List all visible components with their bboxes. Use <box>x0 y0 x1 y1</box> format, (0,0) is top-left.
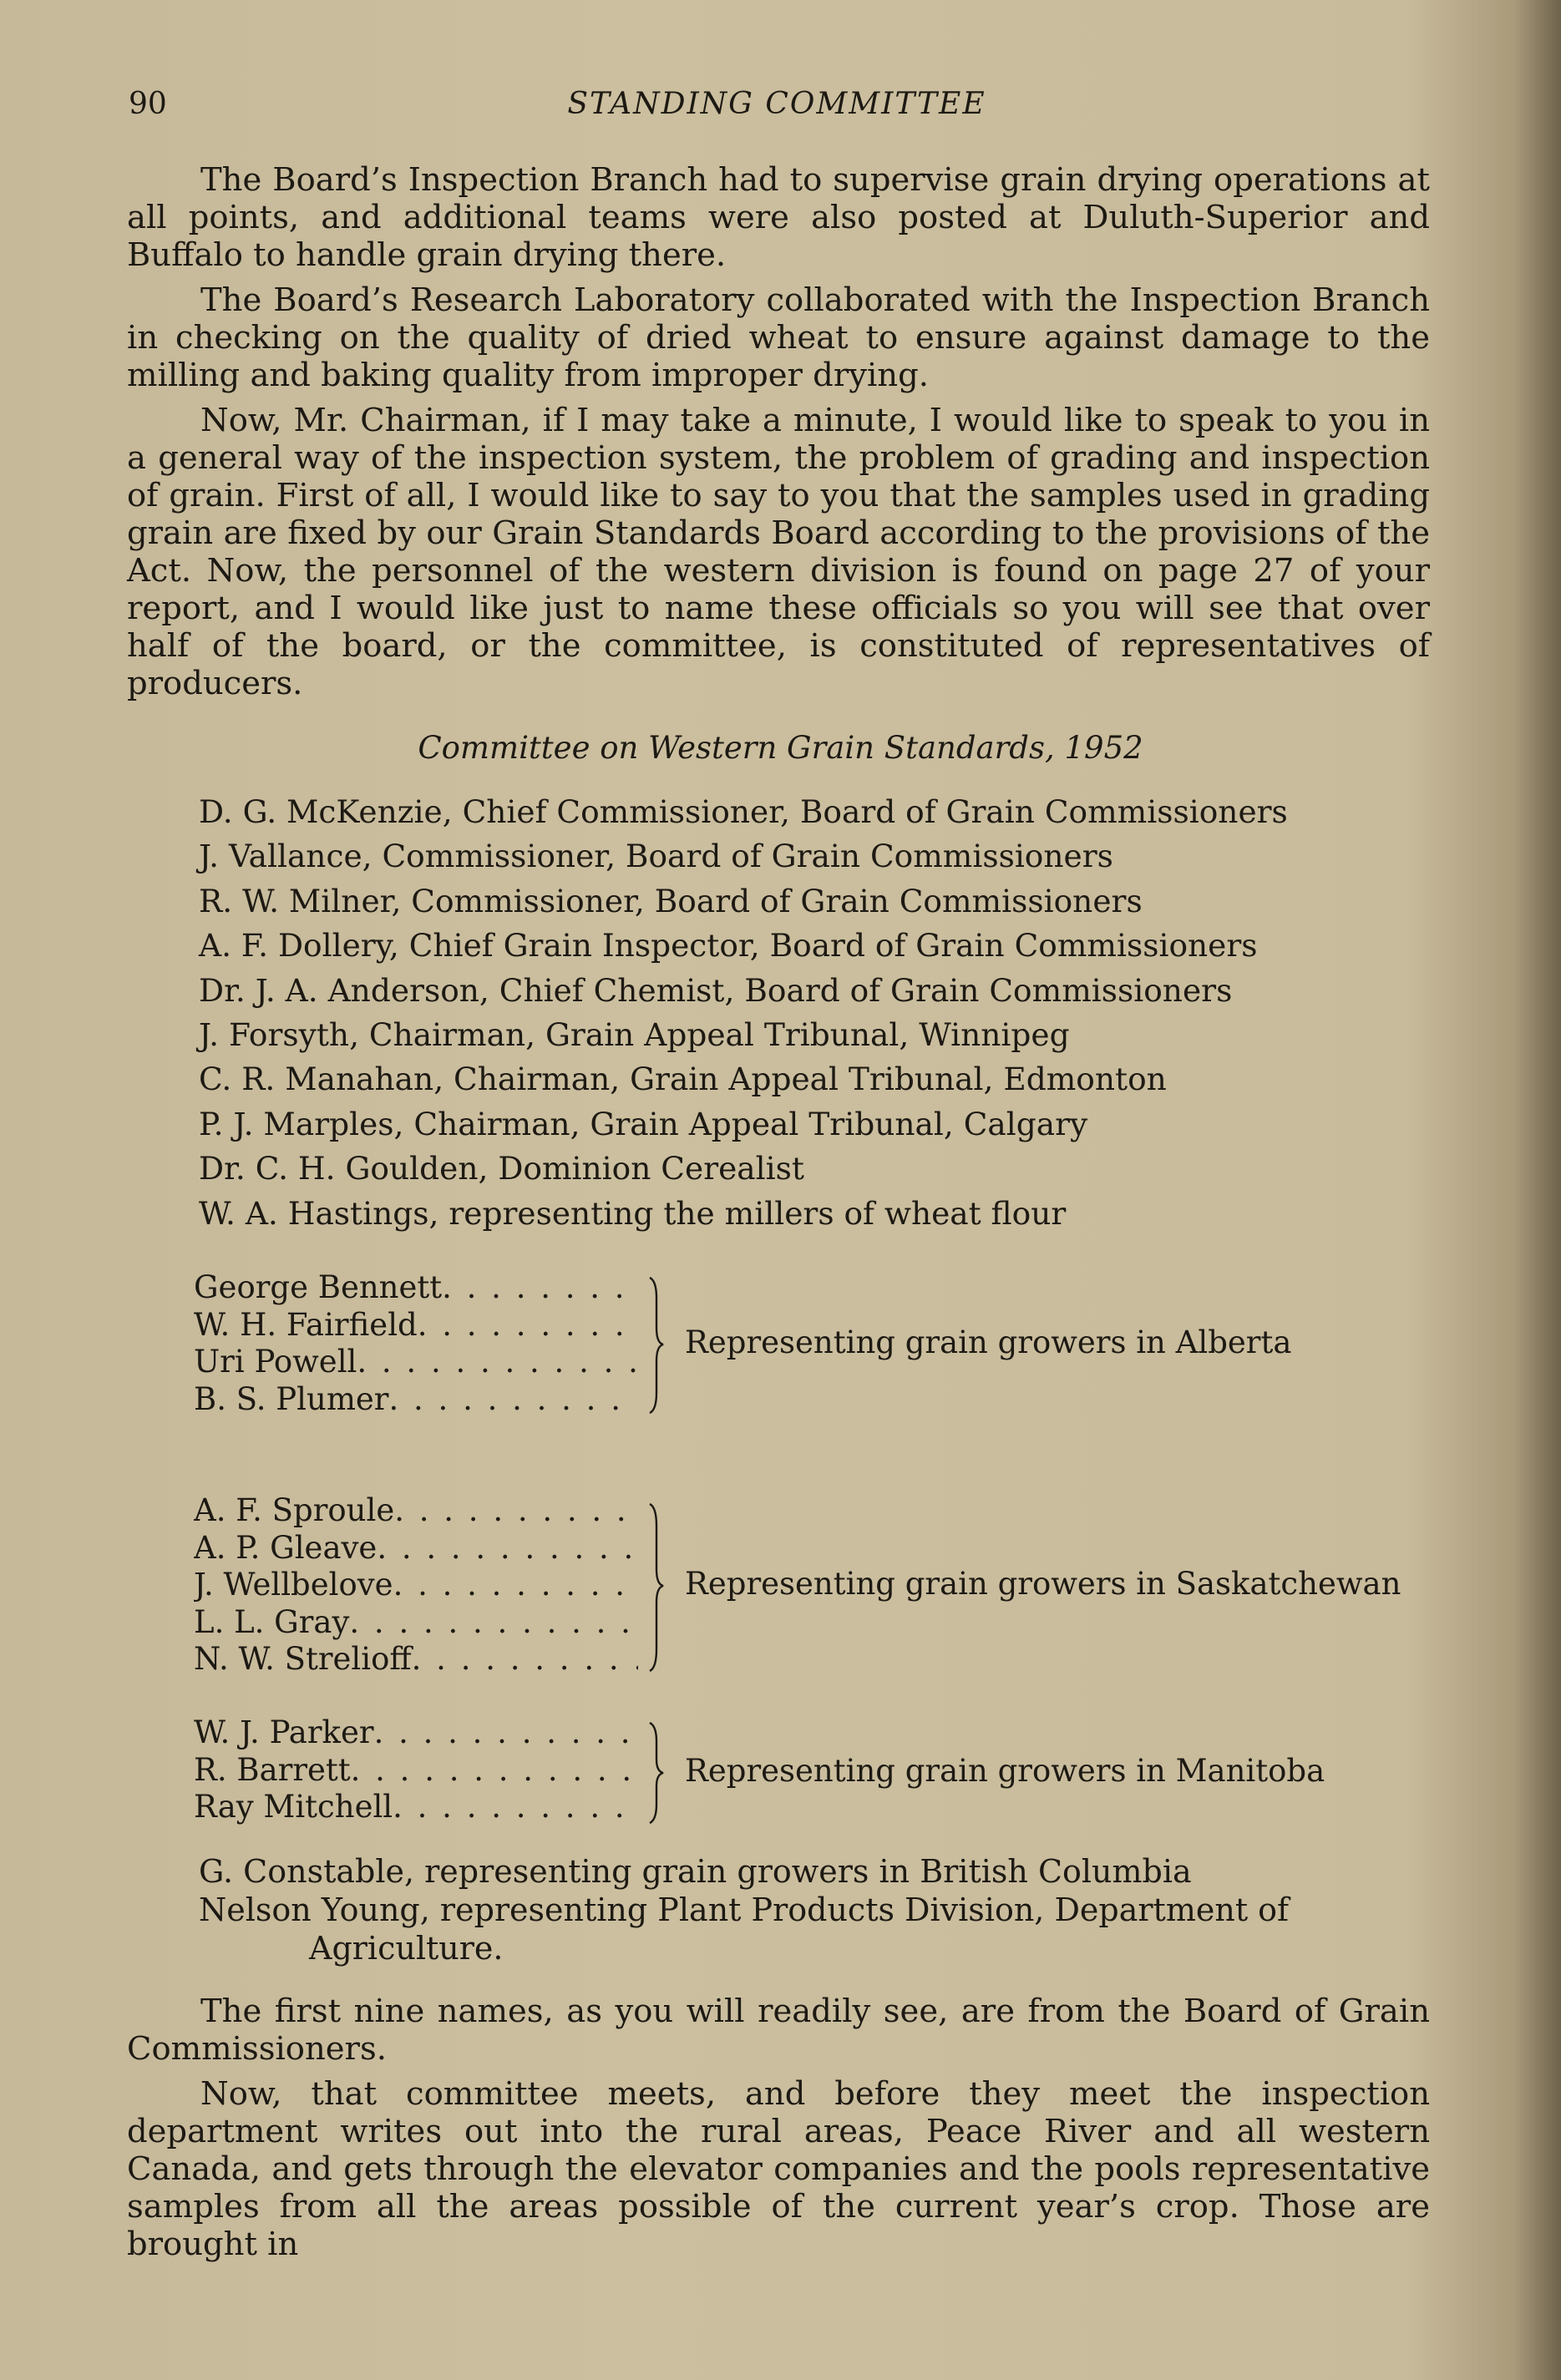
closing-text <box>127 1993 1430 2271</box>
committee-member-list <box>199 790 1427 1236</box>
group-member: George Bennett . . . <box>194 1269 638 1307</box>
member-line: Nelson Young, representing Plant Products Division, Department of <box>199 1891 1290 1928</box>
member-line-continuation: Agriculture. <box>309 1930 504 1967</box>
paragraph: The first nine names, as you will readily see, are from the Board of Grain Commissioners. <box>127 1993 1430 2068</box>
representing-label: Representing grain growers in Alberta <box>685 1324 1292 1360</box>
paragraph: Now, Mr. Chairman, if I may take a minute, I would like to speak to you in a general way of the inspection system, the problem of grading and inspection of grain. First of all, I would like to say to you that the samples used in grading grain are fixed by our Grain Standards Board according to the provisions of the Act. Now, the personnel of the western division is found on page 27 of your report, and I would like just to name these officials so you will see that over half of the board, or the committee, is constituted of representatives of producers. <box>127 402 1430 702</box>
paragraph: The Board’s Research Laboratory collaborated with the Inspection Branch in checking on the quality of dried wheat to ensure against damage to the milling and baking quality from improper drying. <box>127 281 1430 394</box>
group-member: N. W. Strelioff . . . <box>194 1641 638 1679</box>
page-header <box>125 84 1428 134</box>
member-line: J. Vallance, Commissioner, Board of Grain Commissioners <box>199 838 1113 875</box>
member-line: D. G. McKenzie, Chief Commissioner, Board of Grain Commissioners <box>199 793 1288 830</box>
member-line: P. J. Marples, Chairman, Grain Appeal Tribunal, Calgary <box>199 1105 1088 1142</box>
alberta-group <box>194 1269 1447 1420</box>
committee-caption: Committee on Western Grain Standards, 1952 <box>418 730 1143 766</box>
page-number: 90 <box>129 87 167 121</box>
group-member: W. H. Fairfield . . . <box>194 1307 638 1344</box>
member-line: J. Forsyth, Chairman, Grain Appeal Tribunal, Winnipeg <box>199 1016 1070 1054</box>
group-member: Ray Mitchell . . . <box>194 1789 638 1826</box>
group-member: Uri Powell . . . <box>194 1344 638 1381</box>
member-line: W. A. Hastings, representing the millers of wheat flour <box>199 1194 1067 1232</box>
brace-icon <box>645 1269 682 1420</box>
group-member: A. F. Sproule . . . <box>194 1492 638 1530</box>
group-member: W. J. Parker . . . <box>194 1714 638 1752</box>
group-member: J. Wellbelove . . . <box>194 1567 638 1604</box>
brace-icon <box>645 1496 682 1678</box>
manitoba-group <box>194 1714 1447 1831</box>
member-line: C. R. Manahan, Chairman, Grain Appeal Tribunal, Edmonton <box>199 1061 1167 1098</box>
member-line: R. W. Milner, Commissioner, Board of Grain Commissioners <box>199 882 1143 919</box>
paragraph: The Board’s Inspection Branch had to supervise grain drying operations at all points, and additional teams were also posted at Duluth-Superior and Buffalo to handle grain drying there. <box>127 161 1430 274</box>
intro-text <box>127 161 1430 710</box>
paragraph: Now, that committee meets, and before they meet the inspection department writes out into the rural areas, Peace River and all western Canada, and gets through the elevator companies and the pools representative samples from all the areas possible of the current year’s crop. Those are brought in <box>127 2075 1430 2263</box>
saskatchewan-group <box>194 1492 1447 1680</box>
group-member: L. L. Gray . . . <box>194 1604 638 1642</box>
representing-label: Representing grain growers in Saskatchewan <box>685 1566 1401 1602</box>
group-member: B. S. Plumer . . . <box>194 1381 638 1419</box>
group-member: A. P. Gleave . . . <box>194 1530 638 1567</box>
member-line: A. F. Dollery, Chief Grain Inspector, Board of Grain Commissioners <box>199 927 1258 965</box>
representing-label: Representing grain growers in Manitoba <box>685 1753 1325 1789</box>
running-title: STANDING COMMITTEE <box>567 87 986 121</box>
other-members <box>199 1852 1385 1967</box>
member-line: Dr. C. H. Goulden, Dominion Cerealist <box>199 1150 804 1187</box>
brace-icon <box>645 1716 682 1830</box>
member-line: Dr. J. A. Anderson, Chief Chemist, Board of Grain Commissioners <box>199 971 1233 1009</box>
group-member: R. Barrett . . . <box>194 1752 638 1790</box>
member-line: G. Constable, representing grain growers in British Columbia <box>199 1853 1192 1890</box>
